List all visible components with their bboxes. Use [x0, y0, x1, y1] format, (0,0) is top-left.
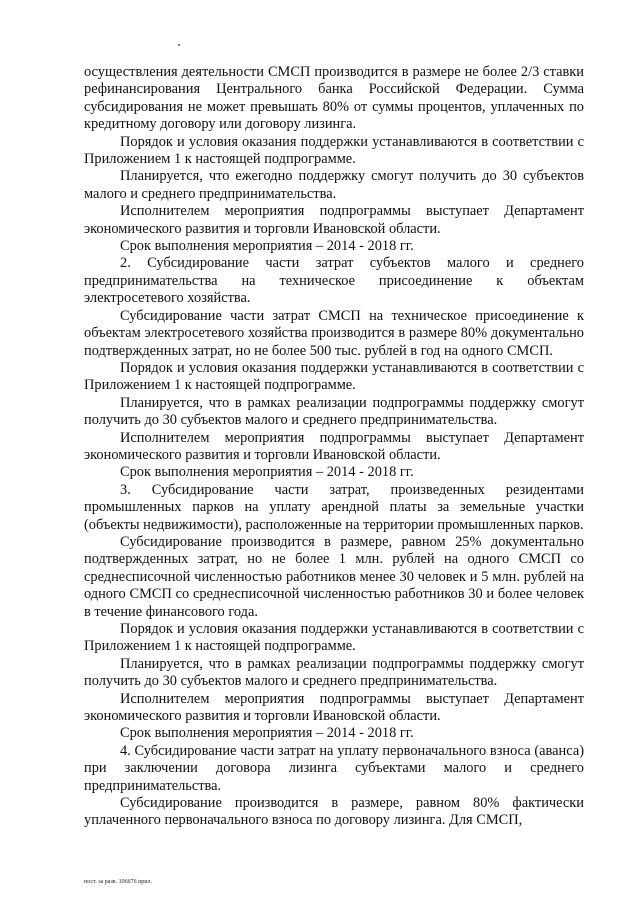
paragraph: Планируется, что в рамках реализации подпрограммы поддержку смогут получить до 30 субъектов малого и среднего предпринимательства. — [84, 394, 584, 429]
paragraph: Исполнителем мероприятия подпрограммы выступает Департамент экономического развития и торговли Ивановской области. — [84, 203, 584, 237]
paragraph: Планируется, что в рамках реализации подпрограммы поддержку смогут получить до 30 субъектов малого и среднего предпринимательства. — [84, 655, 584, 690]
paragraph: Порядок и условия оказания поддержки устанавливаются в соответствии с Приложением 1 к настоящей подпрограмме. — [84, 133, 584, 168]
paragraph: Срок выполнения мероприятия – 2014 - 2018 гг. — [120, 464, 414, 481]
paragraph: Планируется, что ежегодно поддержку смогут получить до 30 субъектов малого и среднего предпринимательства. — [84, 168, 584, 202]
paragraph: Срок выполнения мероприятия – 2014 - 2018 гг. — [120, 725, 414, 742]
paragraph: 3. Субсидирование части затрат, произведенных резидентами промышленных парков на уплату арендной платы за земельные участки (объекты недвижимости), расположенные на территории промышленных парков. — [84, 481, 584, 533]
paragraph: Порядок и условия оказания поддержки устанавливаются в соответствии с Приложением 1 к настоящей подпрограмме. — [84, 621, 584, 655]
page-footer-note: пост. за разв. 106676 прил. — [84, 879, 153, 885]
paragraph: 4. Субсидирование части затрат на уплату первоначального взноса (аванса) при заключении договора лизинга субъектами малого и среднего предпринимательства. — [84, 742, 584, 794]
paragraph: Субсидирование части затрат СМСП на техническое присоединение к объектам электросетевого хозяйства производится в размере 80% документально подтвержденных затрат, но не более 500 тыс. рублей в год на одного СМСП. — [84, 307, 584, 359]
paragraph: осуществления деятельности СМСП производится в размере не более 2/3 ставки рефинансирования Центрального банка Российской Федерации. Сумма субсидирования не может превышать 80% от суммы процентов, уплаченных по кредитному договору или договору лизинга. — [84, 64, 584, 133]
paragraph: 2. Субсидирование части затрат субъектов малого и среднего предпринимательства на техническое присоединение к объектам электросетевого хозяйства. — [84, 255, 584, 307]
document-body — [84, 64, 584, 830]
paragraph: Субсидирование производится в размере, равном 25% документально подтвержденных затрат, но не более 1 млн. рублей на одного СМСП со среднесписочной численностью работников менее 30 человек и 5 млн. рублей на одного СМСП со среднесписочной численностью работников 30 и более человек в течение финансового года. — [84, 533, 584, 620]
scan-speck — [178, 44, 180, 46]
paragraph: Порядок и условия оказания поддержки устанавливаются в соответствии с Приложением 1 к настоящей подпрограмме. — [84, 359, 584, 394]
paragraph: Срок выполнения мероприятия – 2014 - 2018 гг. — [120, 238, 414, 255]
paragraph: Исполнителем мероприятия подпрограммы выступает Департамент экономического развития и торговли Ивановской области. — [84, 690, 584, 725]
paragraph: Исполнителем мероприятия подпрограммы выступает Департамент экономического развития и торговли Ивановской области. — [84, 429, 584, 463]
paragraph: Субсидирование производится в размере, равном 80% фактически уплаченного первоначального взноса по договору лизинга. Для СМСП, — [84, 795, 584, 829]
